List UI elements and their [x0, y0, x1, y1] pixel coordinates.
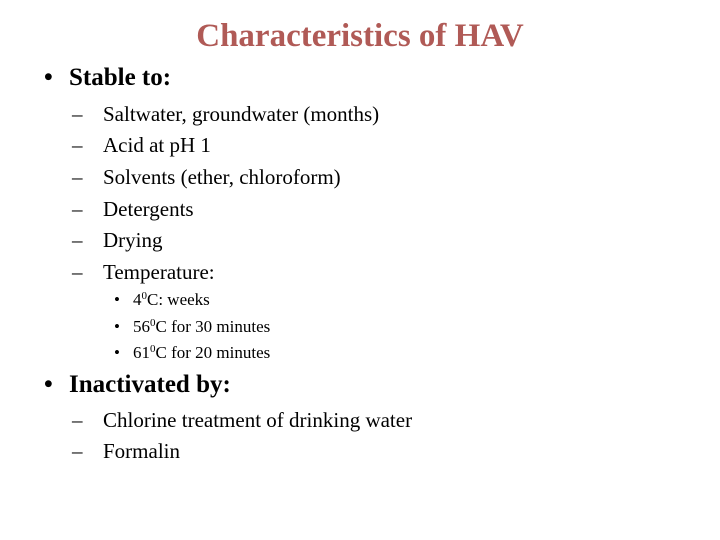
stable-item	[72, 259, 215, 285]
dash-glyph: –	[72, 197, 83, 221]
stable-item	[72, 227, 163, 253]
stable-item-text: Acid at pH 1	[103, 133, 211, 157]
inactivated-item	[72, 407, 412, 433]
bullet-glyph: •	[44, 371, 53, 398]
stable-item-text: Saltwater, groundwater (months)	[103, 102, 380, 126]
stable-item-text: Solvents (ether, chloroform)	[103, 165, 341, 189]
temp-superscript: 0	[150, 317, 156, 329]
stable-item	[72, 132, 211, 158]
stable-item	[72, 164, 341, 190]
stable-item	[72, 101, 379, 127]
dash-glyph: –	[72, 228, 83, 252]
temp-rest: C for 30 minutes	[155, 317, 271, 336]
temp-value: 61	[133, 343, 150, 362]
bullet-glyph: •	[114, 343, 120, 362]
bullet-stable	[44, 63, 171, 93]
temperature-item	[114, 290, 210, 310]
inactivated-item	[72, 438, 180, 464]
inactivated-item-text: Formalin	[103, 439, 180, 463]
bullet-glyph: •	[114, 290, 120, 309]
dash-glyph: –	[72, 408, 83, 432]
bullet-inactivated	[44, 370, 231, 400]
stable-item-text: Drying	[103, 228, 163, 252]
bullet-glyph: •	[114, 317, 120, 336]
stable-item	[72, 196, 194, 222]
temp-superscript: 0	[141, 290, 147, 302]
temp-value: 4	[133, 290, 142, 309]
bullet-glyph: •	[44, 64, 53, 91]
slide-title: Characteristics of HAV	[196, 18, 524, 54]
temp-rest: C: weeks	[147, 290, 210, 309]
dash-glyph: –	[72, 439, 83, 463]
stable-item-text: Temperature:	[103, 260, 215, 284]
dash-glyph: –	[72, 133, 83, 157]
inactivated-item-text: Chlorine treatment of drinking water	[103, 408, 413, 432]
temperature-item	[114, 343, 270, 363]
temp-superscript: 0	[150, 343, 156, 355]
stable-heading: Stable to:	[69, 64, 172, 91]
inactivated-heading: Inactivated by:	[69, 371, 231, 398]
temp-value: 56	[133, 317, 150, 336]
temperature-item	[114, 317, 270, 337]
dash-glyph: –	[72, 165, 83, 189]
dash-glyph: –	[72, 260, 83, 284]
stable-item-text: Detergents	[103, 197, 194, 221]
temp-rest: C for 20 minutes	[155, 343, 271, 362]
dash-glyph: –	[72, 102, 83, 126]
